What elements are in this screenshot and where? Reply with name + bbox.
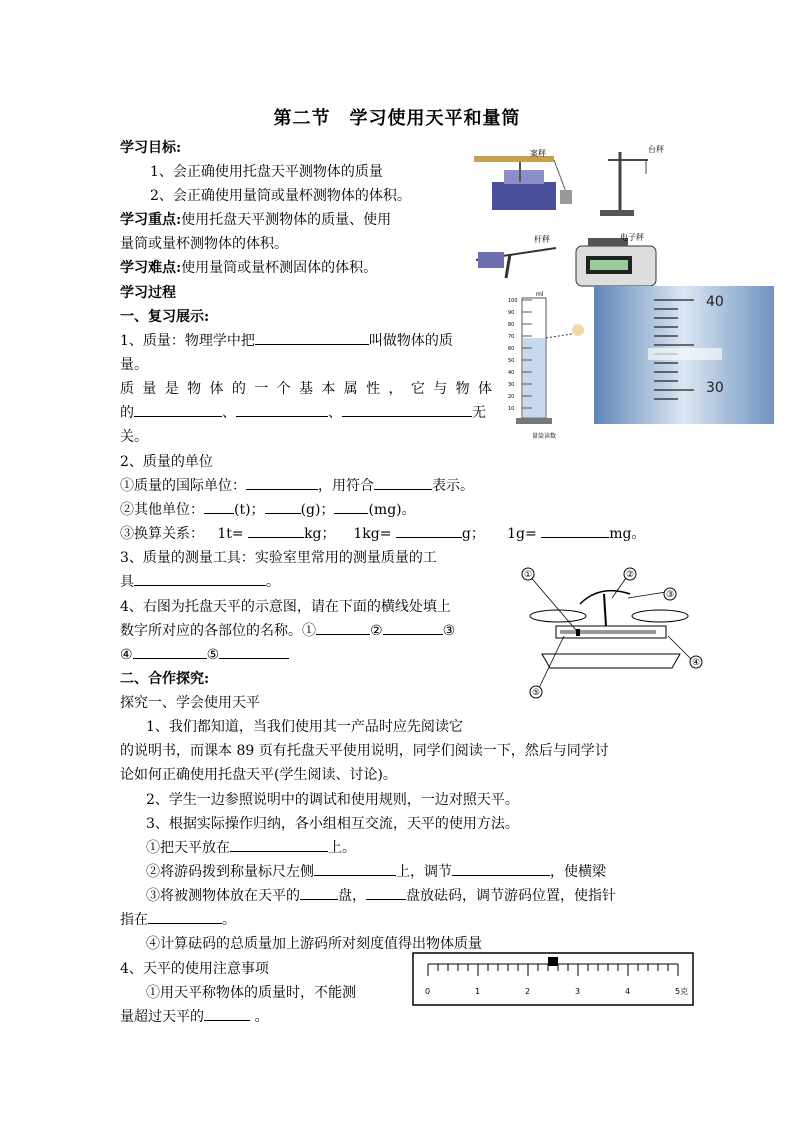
explore-p3: 3、根据实际操作归纳，各小组相互交流，天平的使用方法。 <box>146 816 519 832</box>
balance-label: ② <box>626 570 635 580</box>
review-q3b: 具 。 <box>120 571 280 593</box>
explore-n1b: 量超过天平的 。 <box>120 1006 268 1028</box>
ruler-figure <box>412 952 694 1006</box>
photo-tick-40: 40 <box>706 294 724 310</box>
cylinder-tick-label: 30 <box>508 382 515 388</box>
char: 与 <box>433 381 448 397</box>
ruler-label: 1 <box>475 987 481 996</box>
meniscus-photo <box>594 286 774 424</box>
review-q2: 2、质量的单位 <box>120 454 213 470</box>
cylinder-tick-label: 50 <box>508 358 515 364</box>
photo-tick-30: 30 <box>706 380 724 396</box>
balance-label: ③ <box>666 590 675 600</box>
cylinder-tick-label: 90 <box>508 310 515 316</box>
scale-label-2: 台秤 <box>648 145 664 154</box>
blank[interactable] <box>219 644 289 659</box>
key-point-label: 学习重点: <box>120 212 182 228</box>
cylinder-figure <box>506 286 592 442</box>
review-q4c: ④ ⑤ <box>120 644 289 666</box>
ruler-label: 2 <box>525 987 531 996</box>
review-q2b: ②其他单位： (t)； (g)； (mg)。 <box>120 499 416 521</box>
key-point-line <box>120 209 391 231</box>
ruler-label: 4 <box>625 987 631 996</box>
blank[interactable] <box>230 837 328 852</box>
review-q4a: 4、右图为托盘天平的示意图，请在下面的横线处填上 <box>120 599 451 615</box>
char: 物 <box>187 381 202 397</box>
explore-s1: ①把天平放在 上。 <box>146 837 356 859</box>
balance-label: ⑤ <box>532 688 541 698</box>
cylinder-tick-label: 60 <box>508 346 515 352</box>
difficulty-text: 使用量筒或量杯测固体的体积。 <box>181 260 378 276</box>
balance-label: ① <box>524 570 533 580</box>
right-pan <box>632 610 688 622</box>
blank[interactable] <box>204 499 234 514</box>
cylinder-tick-label: 10 <box>508 406 515 412</box>
char: 它 <box>410 381 425 397</box>
review-q1c: 量。 <box>120 357 148 373</box>
blank[interactable] <box>452 861 550 876</box>
balance-label: ④ <box>692 658 701 668</box>
goal-item-2: 2、会正确使用量筒或量杯测物体的体积。 <box>150 188 411 204</box>
review-q1f: 关。 <box>120 429 148 445</box>
blank[interactable] <box>541 523 609 538</box>
review-q1e: 的 、 、 无 <box>120 402 486 424</box>
electronic-scale-icon <box>576 238 656 286</box>
explore-s2: ②将游码拨到称量标尺左侧 上，调节 ，使横梁 <box>146 861 606 883</box>
ruler-label: 3 <box>575 987 581 996</box>
char: 个 <box>276 381 291 397</box>
blank[interactable] <box>248 523 304 538</box>
blank[interactable] <box>383 620 443 635</box>
cylinder-tick-label: 70 <box>508 334 515 340</box>
blank[interactable] <box>236 402 328 417</box>
steelyard-icon <box>476 248 556 278</box>
scales-figure <box>470 142 682 290</box>
review-heading: 一、复习展示: <box>120 309 210 325</box>
char: ， <box>388 381 403 397</box>
explore-sub: 探究一、学会使用天平 <box>120 695 260 711</box>
process-heading: 学习过程 <box>120 285 176 301</box>
char: 是 <box>164 381 179 397</box>
cylinder-tick-label: 100 <box>508 298 518 304</box>
blank[interactable] <box>265 499 301 514</box>
scale-label-1: 案秤 <box>530 149 546 158</box>
char: 的 <box>231 381 246 397</box>
char: 体 <box>478 381 492 397</box>
rider <box>576 629 580 636</box>
key-point-text: 使用托盘天平测物体的质量、使用 <box>181 212 392 228</box>
explore-s3: ③将被测物体放在天平的 盘， 盘放砝码，调节游码位置，使指针 <box>146 885 616 907</box>
blank[interactable] <box>374 475 432 490</box>
char: 性 <box>366 381 381 397</box>
difficulty-label: 学习难点: <box>120 260 182 276</box>
char: 物 <box>455 381 470 397</box>
explore-p2: 2、学生一边参照说明中的调试和使用规则，一边对照天平。 <box>146 792 519 808</box>
ruler-label: 0 <box>425 987 431 996</box>
review-q3a: 3、质量的测量工具：实验室里常用的测量质量的工 <box>120 550 437 566</box>
cylinder-tick-label: 80 <box>508 322 515 328</box>
ruler-rider <box>548 957 558 966</box>
blank[interactable] <box>396 523 462 538</box>
cylinder-tick-label: 20 <box>508 394 515 400</box>
blank[interactable] <box>204 1006 250 1021</box>
blank[interactable] <box>255 330 369 345</box>
explore-s4: ④计算砝码的总质量加上游码所对刻度值得出物体质量 <box>146 936 482 952</box>
left-pan <box>530 610 586 622</box>
goal-item-1: 1、会正确使用托盘天平测物体的质量 <box>150 164 383 180</box>
eye-icon <box>572 324 584 336</box>
blank[interactable] <box>334 499 368 514</box>
explore-s3d: 指在 。 <box>120 909 236 931</box>
explore-p1b: 的说明书，而课本 89 页有托盘天平使用说明，同学们阅读一下，然后与同学讨 <box>120 743 609 759</box>
explore-notes: 4、天平的使用注意事项 <box>120 961 269 977</box>
blank[interactable] <box>133 644 207 659</box>
blank[interactable] <box>246 475 318 490</box>
rider-scale <box>560 630 656 634</box>
char: 质 <box>120 381 134 397</box>
review-q4b: 数字所对应的各部位的名称。① ② ③ <box>120 620 455 642</box>
blank[interactable] <box>134 402 222 417</box>
review-q1: 1、质量：物理学中把 叫做物体的质 <box>120 330 453 352</box>
scale-label-4: 电子秤 <box>620 233 644 242</box>
base <box>542 654 680 668</box>
explore-p1c: 论如何正确使用托盘天平(学生阅读、讨论)。 <box>120 767 397 783</box>
ruler-label: 5克 <box>675 987 689 996</box>
page-title: 第二节 学习使用天平和量筒 <box>273 108 521 129</box>
review-q2c: ③换算关系： 1t= kg； 1kg= g； 1g= mg。 <box>120 523 645 545</box>
char: 一 <box>254 381 269 397</box>
char: 体 <box>209 381 224 397</box>
cylinder-caption: 量筒读数 <box>532 433 557 440</box>
char: 基 <box>299 381 313 397</box>
char: 量 <box>142 381 157 397</box>
blank[interactable] <box>366 885 406 900</box>
difficulty-line <box>120 257 377 279</box>
cylinder-unit: ml <box>536 291 544 298</box>
scale-label-3: 杆秤 <box>534 235 550 244</box>
blank[interactable] <box>300 885 338 900</box>
char: 本 <box>321 381 336 397</box>
blank[interactable] <box>148 909 222 924</box>
review-q2a: ①质量的国际单位： ，用符合 表示。 <box>120 475 474 497</box>
explore-p1a: 1、我们都知道，当我们使用其一产品时应先阅读它 <box>146 719 463 735</box>
explore-n1a: ①用天平称物体的质量时，不能测 <box>146 985 356 1001</box>
blank[interactable] <box>134 571 266 586</box>
goals-heading: 学习目标: <box>120 140 182 156</box>
char: 属 <box>343 381 358 397</box>
explore-heading: 二、合作探究: <box>120 671 210 687</box>
review-q1d <box>120 378 492 400</box>
platform-scale-icon <box>474 156 572 210</box>
table-scale-icon <box>600 152 648 216</box>
balance-diagram <box>520 564 710 700</box>
blank[interactable] <box>316 620 370 635</box>
key-point-text-2: 量筒或量杯测物体的体积。 <box>120 236 288 252</box>
blank[interactable] <box>314 861 396 876</box>
blank[interactable] <box>342 402 472 417</box>
cylinder-tick-label: 40 <box>508 370 515 376</box>
